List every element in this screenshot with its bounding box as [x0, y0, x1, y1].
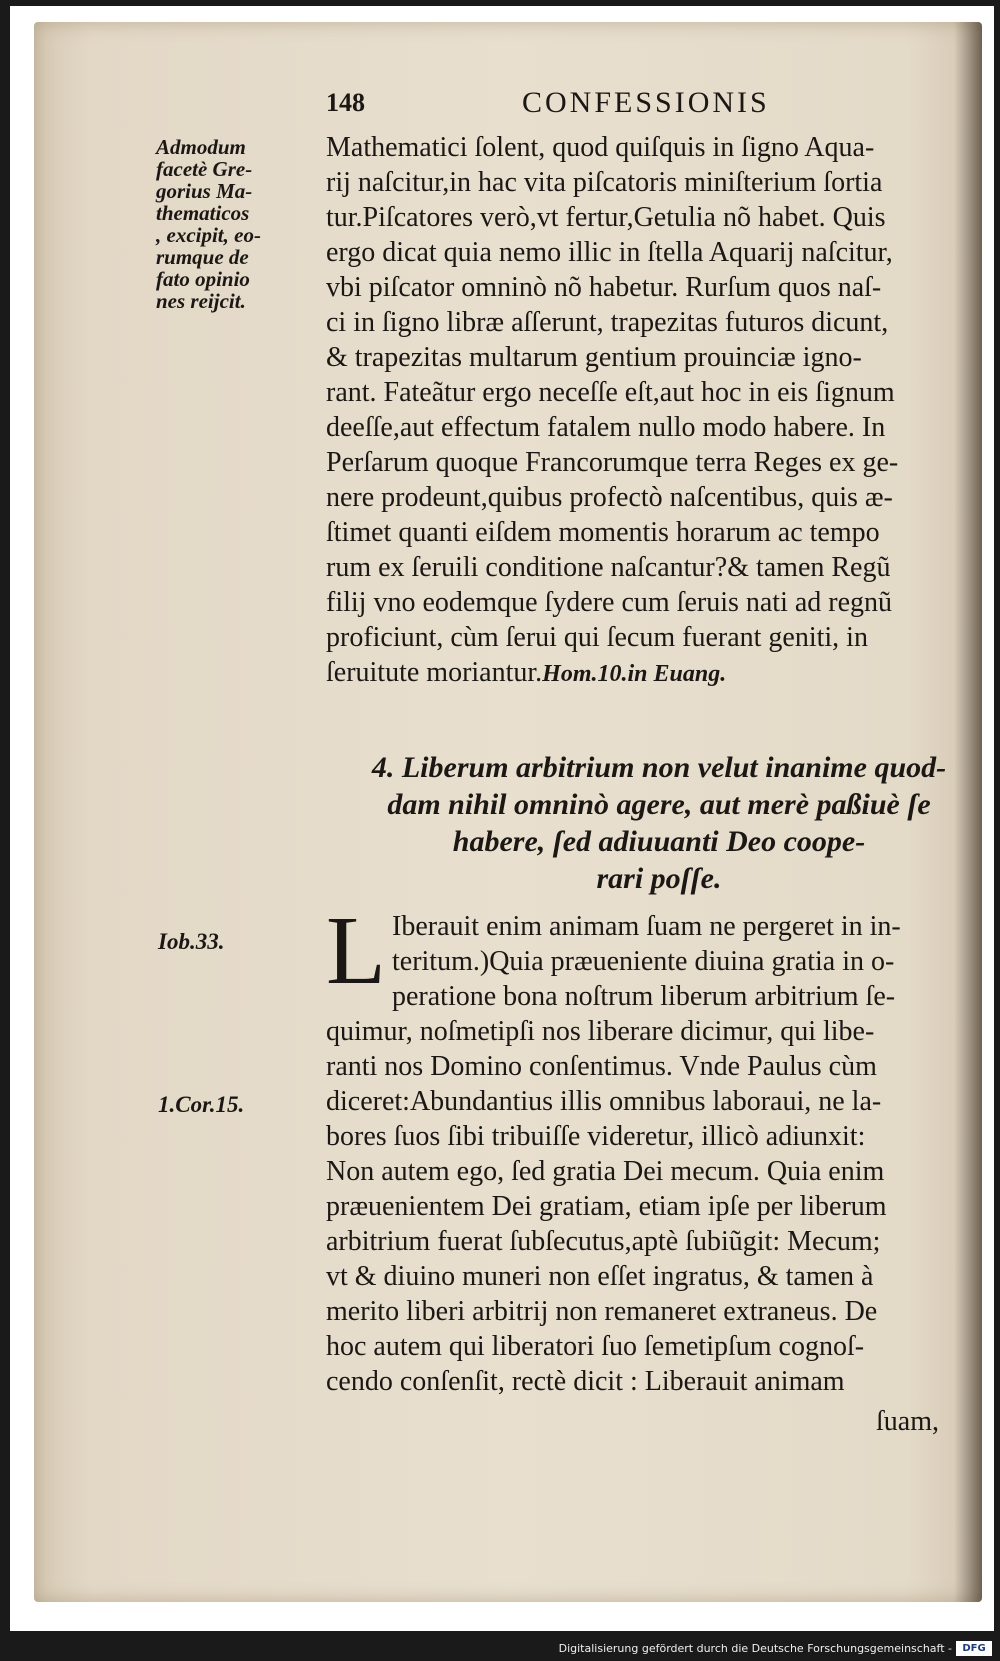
- margin-note-line: nes reijcit.: [156, 289, 246, 313]
- page-header: [326, 86, 846, 126]
- dfg-logo-icon: DFG: [956, 1641, 992, 1656]
- footer-bar: [0, 1633, 1000, 1661]
- margin-note-line: fato opinio: [156, 267, 250, 291]
- margin-note-line: facetè Gre-: [156, 157, 253, 181]
- margin-note-line: , excipit, eo-: [156, 223, 261, 247]
- margin-note-line: 1.Cor.15.: [158, 1092, 245, 1117]
- text-line: ranti nos Domino conſentimus. Vnde Paulus cùm: [326, 1051, 877, 1082]
- text-line: deeſſe,aut effectum fatalem nullo modo habere. In: [326, 412, 886, 443]
- margin-note-line: rumque de: [156, 245, 249, 269]
- text-line: diceret:Abundantius illis omnibus laboraui, ne la-: [326, 1086, 882, 1117]
- text-line: bores ſuos ſibi tribuiſſe videretur, illicò adiunxit:: [326, 1121, 866, 1152]
- text-line: arbitrium fuerat ſubſecutus,aptè ſubiũgit: Mecum;: [326, 1226, 881, 1257]
- running-title: CONFESSIONIS: [522, 86, 770, 119]
- margin-note-job: [158, 931, 224, 953]
- paragraph-1: [326, 130, 898, 692]
- text-line: tur.Piſcatores verò,vt fertur,Getulia nõ habet. Quis: [326, 202, 886, 233]
- margin-note-line: Admodum: [156, 135, 246, 159]
- margin-note-line: gorius Ma-: [156, 179, 253, 203]
- text-line: Perſarum quoque Francorumque terra Reges ex ge-: [326, 447, 899, 478]
- section-heading: [326, 749, 992, 897]
- heading-line: habere, ſed adiuuanti Deo coope-: [452, 825, 866, 858]
- text-line: Mathematici ſolent, quod quiſquis in ſigno Aqua-: [326, 132, 875, 163]
- footer-credit: Digitalisierung gefördert durch die Deutsche Forschungsgemeinschaft -: [558, 1642, 952, 1655]
- citation: Hom.10.in Euang.: [542, 661, 727, 687]
- text-line: [326, 655, 898, 692]
- text-line: Iberauit enim animam ſuam ne pergeret in in-: [392, 911, 901, 942]
- text-line: quimur, noſmetipſi nos liberare dicimur, qui libe-: [326, 1016, 875, 1047]
- heading-line: 4. Liberum arbitrium non velut inanime quod-: [371, 751, 947, 784]
- margin-note-line: thematicos: [156, 201, 250, 225]
- text-line: vbi piſcator omninò nõ habetur. Rurſum quos naſ-: [326, 272, 882, 303]
- text-line: proficiunt, cùm ſerui qui ſecum fuerant geniti, in: [326, 622, 868, 653]
- text-line: præuenientem Dei gratiam, etiam ipſe per liberum: [326, 1191, 887, 1222]
- text-line: Non autem ego, ſed gratia Dei mecum. Quia enim: [326, 1156, 885, 1187]
- page-number: 148: [326, 88, 365, 117]
- catchword: ſuam,: [876, 1406, 939, 1437]
- text-line: merito liberi arbitrij non remaneret extraneus. De: [326, 1296, 878, 1327]
- text-line: peratione bona noſtrum liberum arbitrium ſe-: [392, 981, 896, 1012]
- text-line: ſtimet quanti eiſdem momentis horarum ac tempo: [326, 517, 880, 548]
- text-line: rant. Fateãtur ergo neceſſe eſt,aut hoc in eis ſignum: [326, 377, 895, 408]
- text-line: vt & diuino muneri non eſſet ingratus, & tamen à: [326, 1261, 874, 1292]
- heading-line: dam nihil omninò agere, aut merè paßiuè ſe: [387, 788, 931, 821]
- text-line: hoc autem qui liberatori ſuo ſemetipſum cognoſ-: [326, 1331, 865, 1362]
- scan-page: [10, 6, 994, 1631]
- text-line: rij naſcitur,in hac vita piſcatoris miniſterium ſortia: [326, 167, 883, 198]
- margin-note-mathematicos: [156, 136, 261, 312]
- margin-note-line: Iob.33.: [158, 929, 225, 954]
- text-fragment: ſeruitute moriantur.: [326, 657, 543, 688]
- text-line: ci in ſigno libræ aſſerunt, trapezitas futuros dicunt,: [326, 307, 889, 338]
- text-line: & trapezitas multarum gentium prouinciæ igno-: [326, 342, 862, 373]
- paragraph-2-indented: [326, 909, 901, 1014]
- drop-cap: L: [326, 897, 386, 1005]
- text-line: nere prodeunt,quibus profectò naſcentibus, quis æ-: [326, 482, 893, 513]
- text-line: cendo conſenſit, rectè dicit : Liberauit animam: [326, 1366, 845, 1397]
- heading-line: rari poſſe.: [596, 862, 722, 895]
- text-line: ergo dicat quia nemo illic in ſtella Aquarij naſcitur,: [326, 237, 893, 268]
- paragraph-2: [326, 1014, 887, 1399]
- margin-note-cor: [158, 1094, 244, 1116]
- text-line: filij vno eodemque ſydere cum ſeruis nati ad regnũ: [326, 587, 893, 618]
- text-line: rum ex ſeruili conditione naſcantur?& tamen Regũ: [326, 552, 891, 583]
- text-line: teritum.)Quia præueniente diuina gratia in o-: [392, 946, 895, 977]
